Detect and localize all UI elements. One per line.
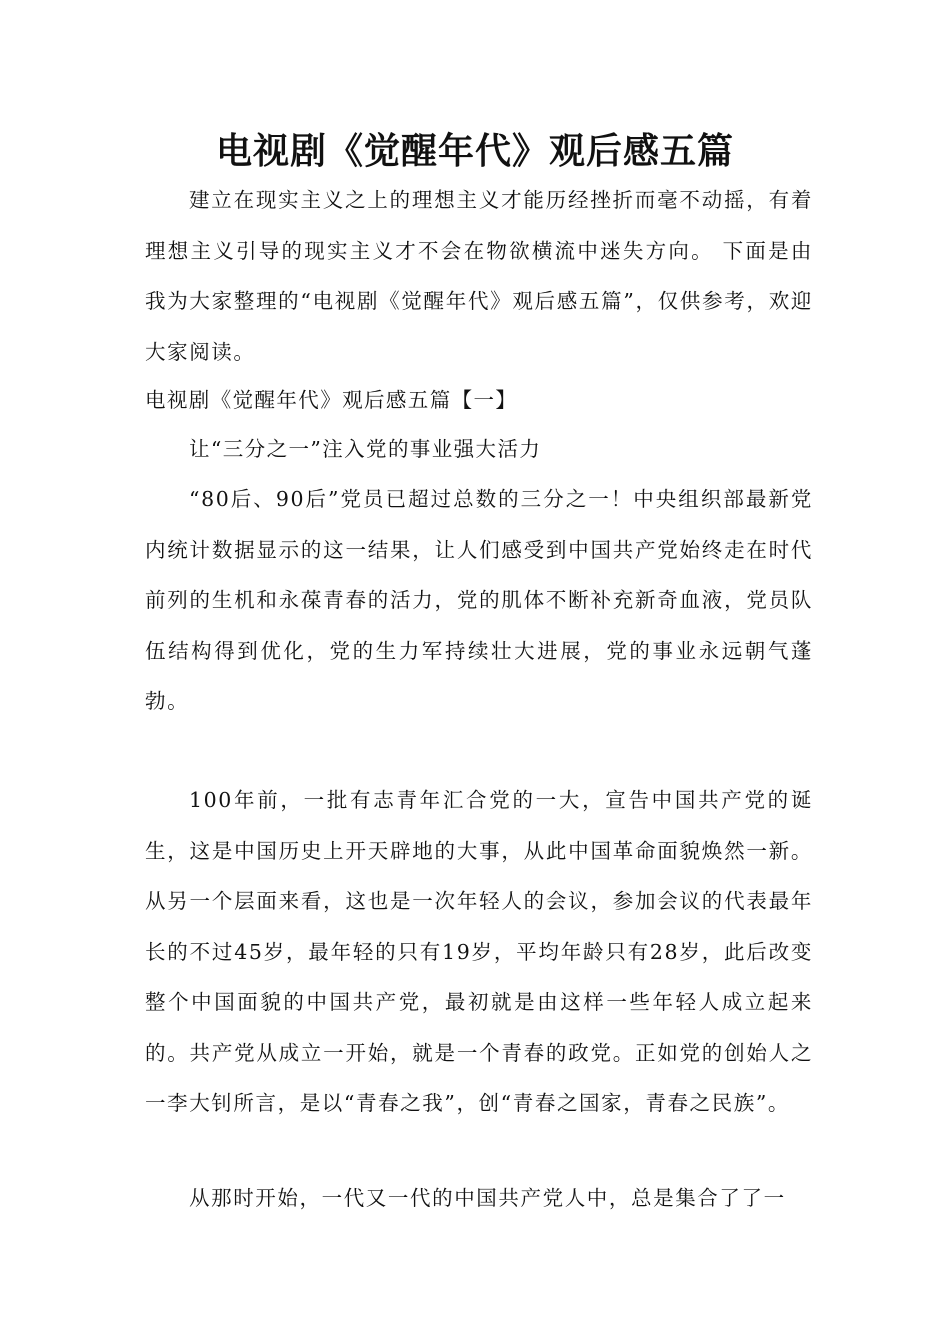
- document-title: 电视剧《觉醒年代》观后感五篇: [215, 131, 734, 172]
- paragraph-2: 100年前，一批有志青年汇合党的一大，宣告中国共产党的诞生，这是中国历史上开天辟地的大事，从此中国革命面貌焕然一新。从另一个层面来看，这也是一次年轻人的会议，参加会议的代表最年长的不过45岁，最年轻的只有19岁，平均年龄只有28岁，此后改变整个中国面貌的中国共产党，最初就是由这样一些年轻人成立起来的。共产党从成立一开始，就是一个青春的政党。正如党的创始人之一李大钊所言，是以“青春之我”，创“青春之国家，青春之民族”。: [145, 788, 813, 1115]
- paragraph-1: “80后、90后”党员已超过总数的三分之一！中央组织部最新党内统计数据显示的这一结果，让人们感受到中国共产党始终走在时代前列的生机和永葆青春的活力，党的肌体不断补充新奇血液，党员队伍结构得到优化，党的生力军持续壮大进展，党的事业永远朝气蓬勃。: [145, 487, 813, 713]
- article-subtitle: 让“三分之一”注入党的事业强大活力: [189, 437, 542, 461]
- intro-paragraph: 建立在现实主义之上的理想主义才能历经挫折而毫不动摇，有着理想主义引导的现实主义才不会在物欲横流中迷失方向。 下面是由我为大家整理的“电视剧《觉醒年代》观后感五篇”，仅供参考，欢迎大家阅读。: [145, 188, 813, 364]
- section-heading: 电视剧《觉醒年代》观后感五篇【一】: [145, 388, 518, 412]
- paragraph-3: 从那时开始，一代又一代的中国共产党人中，总是集合了了一: [189, 1186, 786, 1210]
